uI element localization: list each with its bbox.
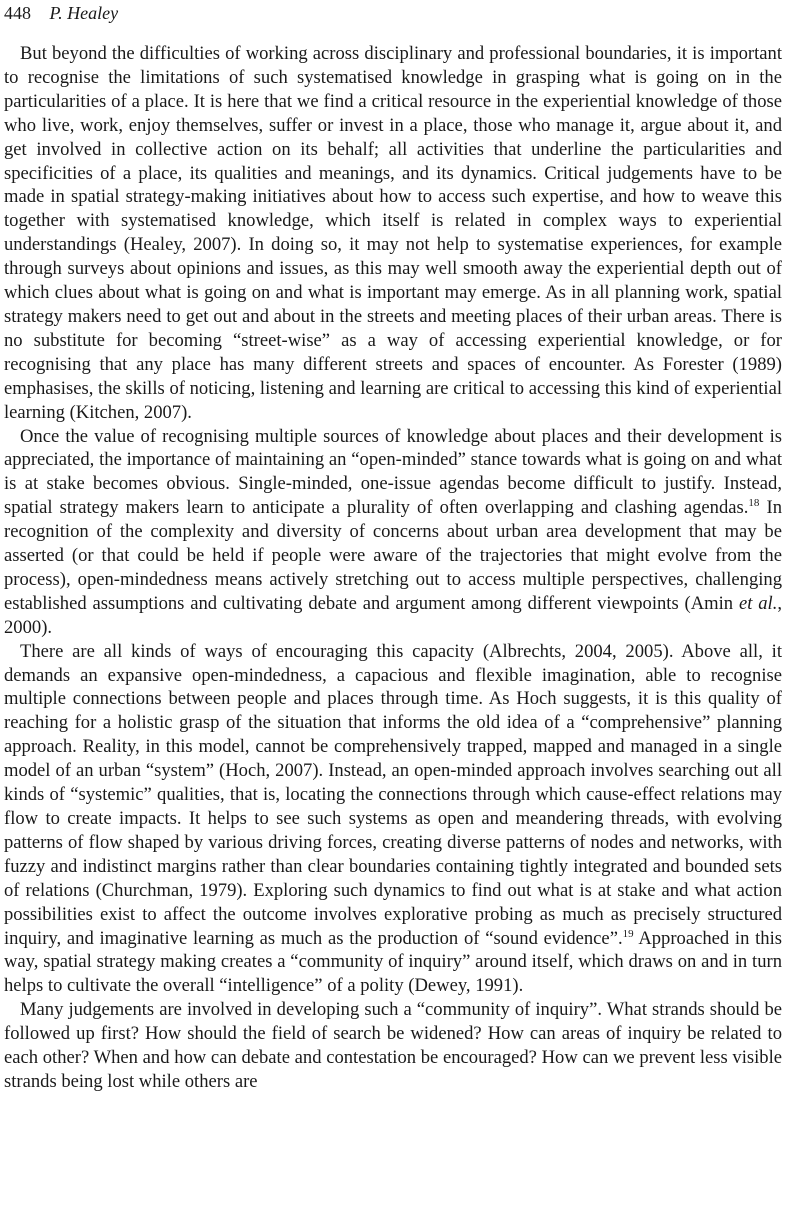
paragraph-text: , 2000). [4, 592, 783, 638]
paragraph-text: In recognition of the complexity and diversity of concerns about urban area development that may be asserted (or that could be held if people were aware of the trajectories that might evolve from the process), open-mindedness means actively stretching out to access multiple perspectives, challenging established assumptions and cultivating debate and argument among different viewpoints (Amin [4, 497, 782, 614]
paragraph [4, 425, 782, 640]
paragraph-text: Many judgements are involved in developing such a “community of inquiry”. What strands should be followed up first? How should the field of search be widened? How can areas of inquiry be related to each other? When and how can debate and contestation be encouraged? How can we prevent less visible strands being lost while others are [4, 999, 782, 1092]
paragraph-text: But beyond the difficulties of working across disciplinary and professional boundaries, it is important to recognise the limitations of such systematised knowledge in grasping what is going on in the particularities of a place. It is here that we find a critical resource in the experiential knowledge of those who live, work, enjoy themselves, suffer or invest in a place, those who manage it, argue about it, and get involved in collective action on its behalf; all activities that underline the particularities and specificities of a place, its qualities and meanings, and its dynamics. Critical judgements have to be made in spatial strategy-making initiatives about how to access such expertise, and how to weave this together with systematised knowledge, which itself is related in complex ways to experiential understandings (Healey, 2007). In doing so, it may not help to systematise experiences, for example through surveys about opinions and issues, as this may well smooth away the experiential depth out of which clues about what is going on and what is important may emerge. As in all planning work, spatial strategy makers need to get out and about in the streets and meeting places of their urban areas. There is no substitute for becoming “street-wise” as a way of accessing experiential knowledge, or for recognising that any place has many different streets and spaces of encounter. As Forester (1989) emphasises, the skills of noticing, listening and learning are critical to accessing this kind of experiential learning (Kitchen, 2007). [4, 43, 782, 423]
paragraph-text: Approached in this way, spatial strategy making creates a “community of inquiry” around itself, which draws on and in turn helps to cultivate the overall “intelligence” of a polity (Dewey, 1991). [4, 927, 782, 997]
running-head [4, 2, 118, 24]
paragraph [4, 998, 782, 1094]
paragraph [4, 42, 782, 425]
page-number: 448 [4, 3, 31, 23]
body-text [4, 42, 782, 1094]
paragraph-text: There are all kinds of ways of encouraging this capacity (Albrechts, 2004, 2005). Above all, it demands an expansive open-mindedness, a capacious and flexible imagination, able to recognise multiple connections between people and places through time. As Hoch suggests, it is this quality of reaching for a holistic grasp of the situation that informs the old idea of a “comprehensive” planning approach. Reality, in this model, cannot be comprehensively trapped, mapped and managed in a single model of an urban “system” (Hoch, 2007). Instead, an open-minded approach involves searching out all kinds of “systemic” qualities, that is, locating the connections through which cause-effect relations may flow to create impacts. It helps to see such systems as open and meandering threads, with evolving patterns of flow shaped by various driving forces, creating diverse patterns of nodes and networks, with fuzzy and indistinct margins rather than clear boundaries containing tightly integrated and bounded sets of relations (Churchman, 1979). Exploring such dynamics to find out what is at stake and what action possibilities exist to affect the outcome involves explorative probing as much as precisely structured inquiry, and imaginative learning as much as the production of “sound evidence”. [4, 640, 782, 949]
italic-text: et al. [738, 592, 778, 614]
footnote-marker: 19 [622, 927, 634, 940]
footnote-marker: 18 [748, 497, 760, 510]
running-head-author: P. Healey [49, 3, 119, 23]
paragraph [4, 640, 782, 999]
paragraph-text: Once the value of recognising multiple sources of knowledge about places and their development is appreciated, the importance of maintaining an “open-minded” stance towards what is going on and what is at stake becomes obvious. Single-minded, one-issue agendas become difficult to justify. Instead, spatial strategy makers learn to anticipate a plurality of often overlapping and clashing agendas. [4, 425, 782, 519]
